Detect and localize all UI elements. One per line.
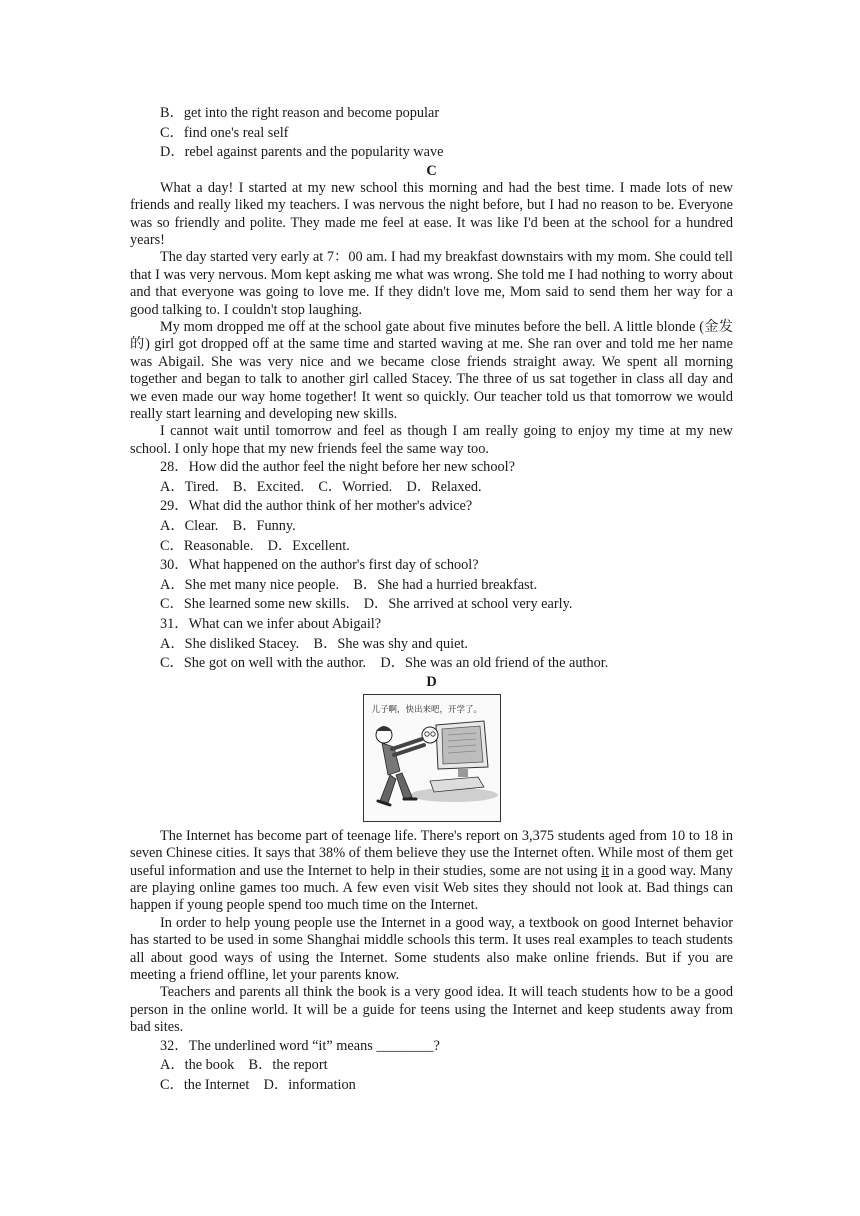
question-30-options: A．She met many nice people. B．She had a hurried breakfast.: [160, 576, 538, 593]
paragraph-text: in a good way. Many are playing online games too much. A few even visit Web sites they should not look at. Bad things can happen if young people spend too much time on the Internet.: [130, 862, 733, 914]
question-30: 30．What happened on the author's first day of school?: [160, 557, 479, 574]
underlined-word: it: [601, 862, 610, 879]
top-options: [130, 104, 733, 163]
question-28-options: A．Tired. B．Excited. C．Worried. D．Relaxed.: [160, 478, 482, 495]
section-d-passage: [130, 828, 733, 1037]
question-32-options: C．the Internet D．information: [160, 1076, 356, 1093]
option-c: C．find one's real self: [160, 124, 289, 141]
section-d-heading: D: [426, 673, 437, 690]
passage-paragraph: [130, 828, 733, 915]
paragraph-text: The Internet has become part of teenage life. There's report on 3,375 students aged from 10 to 18 in seven Chinese cities. It says that 38% of them believe they use the Internet often. While most of them get useful information and use the Internet to help in their studies, some are not using: [130, 827, 733, 879]
option-b: B．get into the right reason and become popular: [160, 105, 440, 121]
passage-paragraph: My mom dropped me off at the school gate about five minutes before the bell. A little blonde (金发的) girl got dropped off at the same time and started waving at me. She ran over and told me her name was Abigail. She was very nice and we became close friends straight away. We spent all morning together and began to talk to another girl called Stacey. The three of us sat together in class all day and we even made our way home together! It went so quickly. Our teacher told us that tomorrow we would really start learning and developing new skills.: [130, 319, 733, 423]
document-page: [130, 104, 733, 1095]
passage-paragraph: I cannot wait until tomorrow and feel as though I am really going to enjoy my time at my new school. I only hope that my new friends feel the same way too.: [130, 423, 733, 457]
question-31-options: C．She got on well with the author. D．She was an old friend of the author.: [160, 655, 609, 672]
question-29: 29．What did the author think of her mother's advice?: [160, 498, 473, 515]
question-32: 32．The underlined word “it” means ________?: [160, 1037, 440, 1054]
section-c-passage: [130, 180, 733, 459]
section-c-questions: [130, 458, 733, 674]
question-31-options: A．She disliked Stacey. B．She was shy and quiet.: [160, 635, 469, 652]
cartoon-caption: 儿子啊，快出来吧，开学了。: [371, 704, 483, 715]
question-29-options: A．Clear. B．Funny.: [160, 518, 296, 535]
passage-paragraph: In order to help young people use the Internet in a good way, a textbook on good Internet behavior has started to be used in some Shanghai middle schools this term. It uses real examples to teach students all about good ways of using the Internet. Some students also make online friends. But if you are meeting a friend offline, let your parents know.: [130, 914, 733, 984]
passage-paragraph: The day started very early at 7：00 am. I had my breakfast downstairs with my mom. She could tell that I was very nervous. Mom kept asking me what was wrong. She told me I had nothing to worry about and that everyone was going to love me. If they didn't love me, Mom said to send them her way for a good talking to. I couldn't stop laughing.: [130, 249, 733, 318]
cartoon-figure: [363, 694, 501, 822]
section-c-heading: C: [426, 162, 437, 179]
passage-paragraph: What a day! I started at my new school this morning and had the best time. I made lots of new friends and really liked my teachers. I was nervous the night before, but I had no reason to be. Everyone was so friendly and polite. They made me feel at ease. It was like I'd been at the school for a hundred years!: [130, 179, 733, 248]
passage-paragraph: Teachers and parents all think the book is a very good idea. It will teach students how to be a good person in the online world. It will be a guide for teens using the Internet and keep students away from bad sites.: [130, 984, 733, 1036]
question-32-options: A．the book B．the report: [160, 1057, 328, 1074]
question-30-options: C．She learned some new skills. D．She arrived at school very early.: [160, 596, 573, 613]
question-29-options: C．Reasonable. D．Excellent.: [160, 537, 350, 554]
section-d-questions: [130, 1037, 733, 1096]
question-28: 28．How did the author feel the night before her new school?: [160, 459, 515, 476]
question-31: 31．What can we infer about Abigail?: [160, 616, 382, 633]
option-d: D．rebel against parents and the popularity wave: [160, 144, 444, 161]
